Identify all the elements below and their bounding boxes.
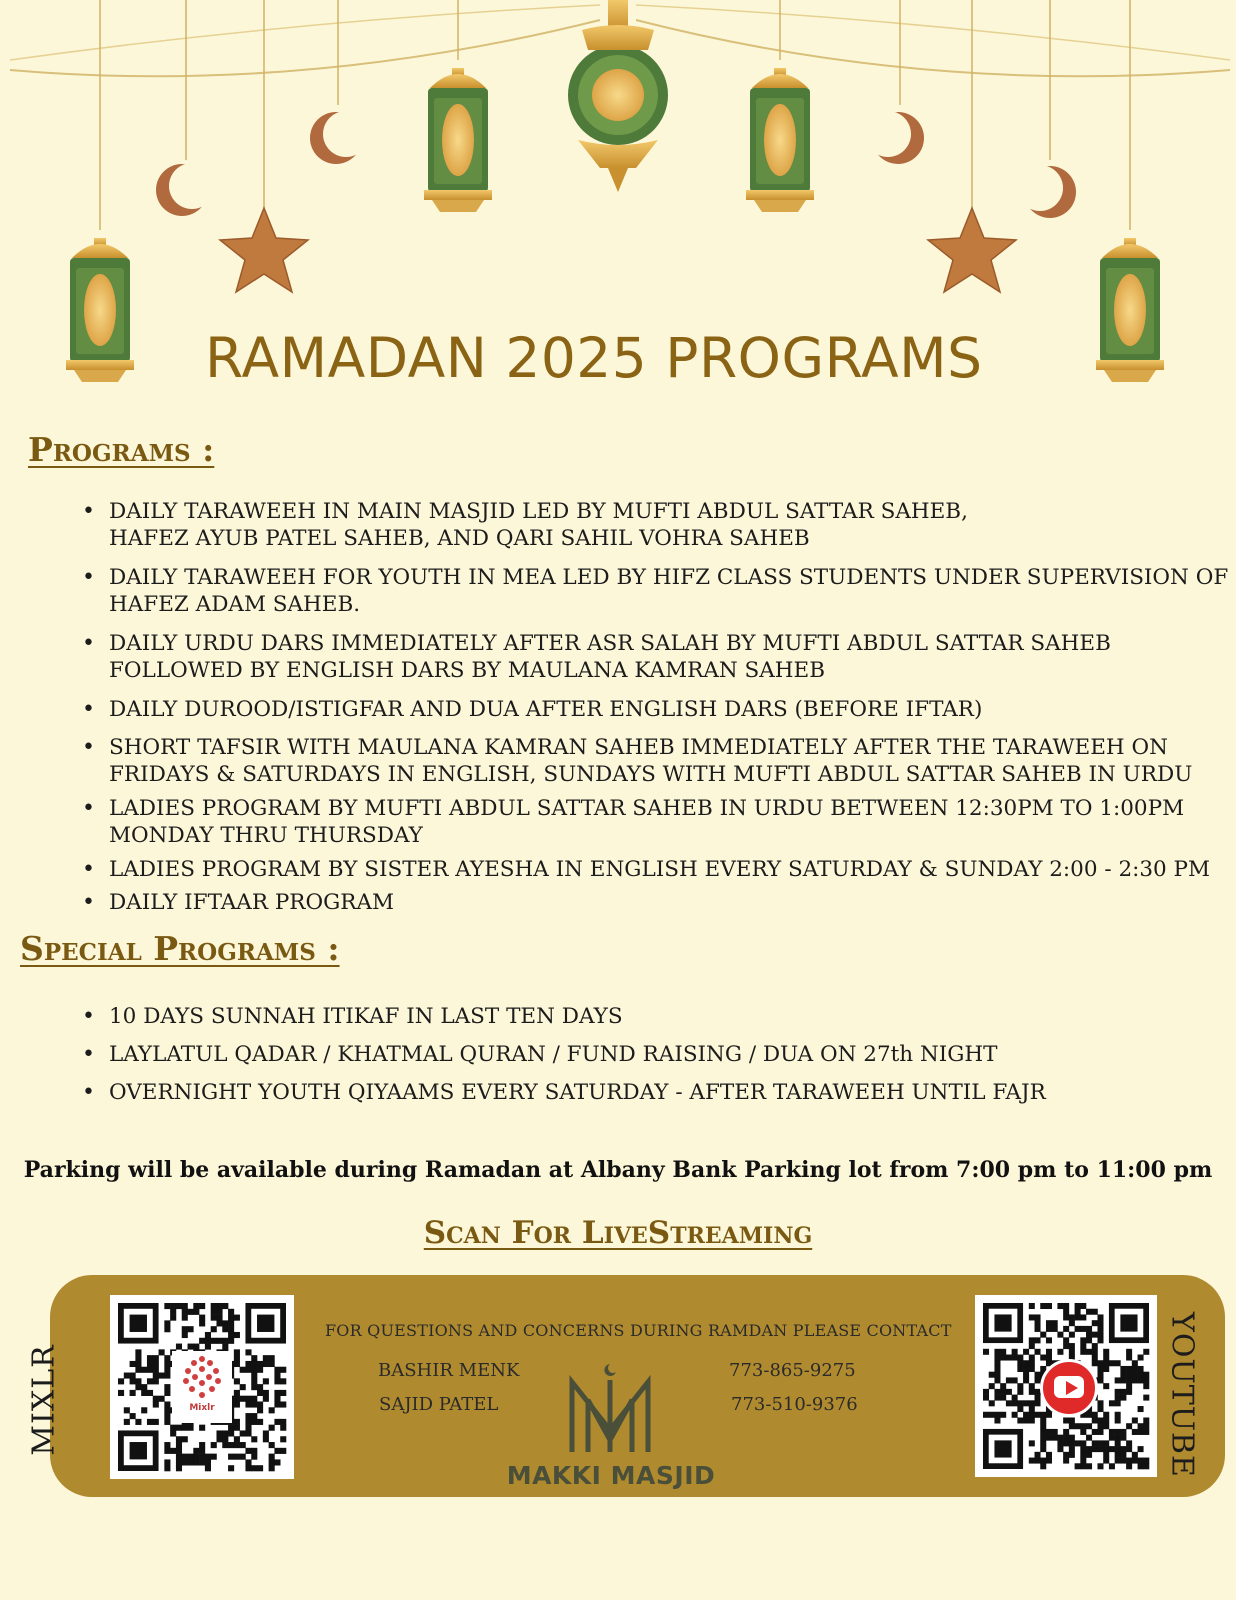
youtube-qr-code[interactable] xyxy=(975,1295,1157,1477)
list-item: • LADIES PROGRAM BY MUFTI ABDUL SATTAR SAHEB IN URDU BETWEEN 12:30PM TO 1:00PM MONDAY THRU THURSDAY xyxy=(82,795,1189,849)
programs-heading: Programs : xyxy=(28,430,215,469)
contact-heading: FOR QUESTIONS AND CONCERNS DURING RAMDAN PLEASE CONTACT xyxy=(325,1321,952,1340)
mixlr-label: MIXLR xyxy=(26,1344,62,1456)
special-programs-list xyxy=(82,1003,1182,1106)
star-icon xyxy=(928,208,1016,292)
lantern-icon xyxy=(746,68,814,212)
star-icon xyxy=(220,208,308,292)
parking-notice: Parking will be available during Ramadan at Albany Bank Parking lot from 7:00 pm to 11:00 pm xyxy=(23,1157,1213,1183)
list-item: • DAILY URDU DARS IMMEDIATELY AFTER ASR SALAH BY MUFTI ABDUL SATTAR SAHEB FOLLOWED BY ENGLISH DARS BY MAULANA KAMRAN SAHEB xyxy=(82,630,1119,684)
youtube-label: YOUTUBE xyxy=(1164,1312,1200,1478)
list-item: • DAILY TARAWEEH FOR YOUTH IN MEA LED BY HIFZ CLASS STUDENTS UNDER SUPERVISION OF HAFEZ ADAM SAHEB. xyxy=(82,564,1232,618)
list-item: • LAYLATUL QADAR / KHATMAL QURAN / FUND RAISING / DUA ON 27th NIGHT xyxy=(82,1041,1182,1068)
contact-phone[interactable]: 773-510-9376 xyxy=(731,1394,858,1415)
garland-string xyxy=(636,5,1230,60)
mixlr-dots-icon xyxy=(172,1351,232,1403)
list-item: • OVERNIGHT YOUTH QIYAAMS EVERY SATURDAY - AFTER TARAWEEH UNTIL FAJR xyxy=(82,1079,1182,1106)
garland-string xyxy=(10,5,600,60)
mixlr-qr-code[interactable] xyxy=(110,1295,294,1479)
contact-name: SAJID PATEL xyxy=(379,1394,499,1415)
mixlr-logo xyxy=(172,1351,232,1423)
list-item: • DAILY IFTAAR PROGRAM xyxy=(82,889,1232,916)
makki-masjid-logo-icon xyxy=(560,1360,660,1460)
crescent-icon xyxy=(156,163,215,216)
lantern-icon xyxy=(424,68,492,212)
contact-name: BASHIR MENK xyxy=(378,1360,520,1381)
masjid-name: MAKKI MASJID xyxy=(506,1461,716,1490)
list-item: • SHORT TAFSIR WITH MAULANA KAMRAN SAHEB IMMEDIATELY AFTER THE TARAWEEH ON FRIDAYS & SATURDAYS IN ENGLISH, SUNDAYS WITH MUFTI ABDUL SATTAR SAHEB IN URDU xyxy=(82,734,1232,788)
special-programs-heading: Special Programs : xyxy=(20,929,340,968)
crescent-icon xyxy=(865,111,924,164)
crescent-icon xyxy=(1017,165,1076,218)
programs-list xyxy=(82,498,1232,916)
lantern-icon xyxy=(66,238,134,382)
scan-heading: Scan For LiveStreaming xyxy=(423,1215,813,1251)
page-title: RAMADAN 2025 PROGRAMS xyxy=(205,326,983,390)
crescent-icon xyxy=(310,111,369,164)
lantern-icon xyxy=(1096,238,1164,382)
list-item: • DAILY TARAWEEH IN MAIN MASJID LED BY MUFTI ABDUL SATTAR SAHEB, HAFEZ AYUB PATEL SAHEB, AND QARI SAHIL VOHRA SAHEB xyxy=(82,498,989,552)
list-item: • LADIES PROGRAM BY SISTER AYESHA IN ENGLISH EVERY SATURDAY & SUNDAY 2:00 - 2:30 PM xyxy=(82,856,1232,883)
contact-phone[interactable]: 773-865-9275 xyxy=(729,1360,856,1381)
mixlr-logo-text: Mixlr xyxy=(189,1403,215,1413)
central-lantern-icon xyxy=(568,0,668,192)
list-item: • 10 DAYS SUNNAH ITIKAF IN LAST TEN DAYS xyxy=(82,1003,1182,1030)
list-item: • DAILY DUROOD/ISTIGFAR AND DUA AFTER ENGLISH DARS (BEFORE IFTAR) xyxy=(82,696,1232,723)
youtube-icon xyxy=(1040,1359,1098,1417)
